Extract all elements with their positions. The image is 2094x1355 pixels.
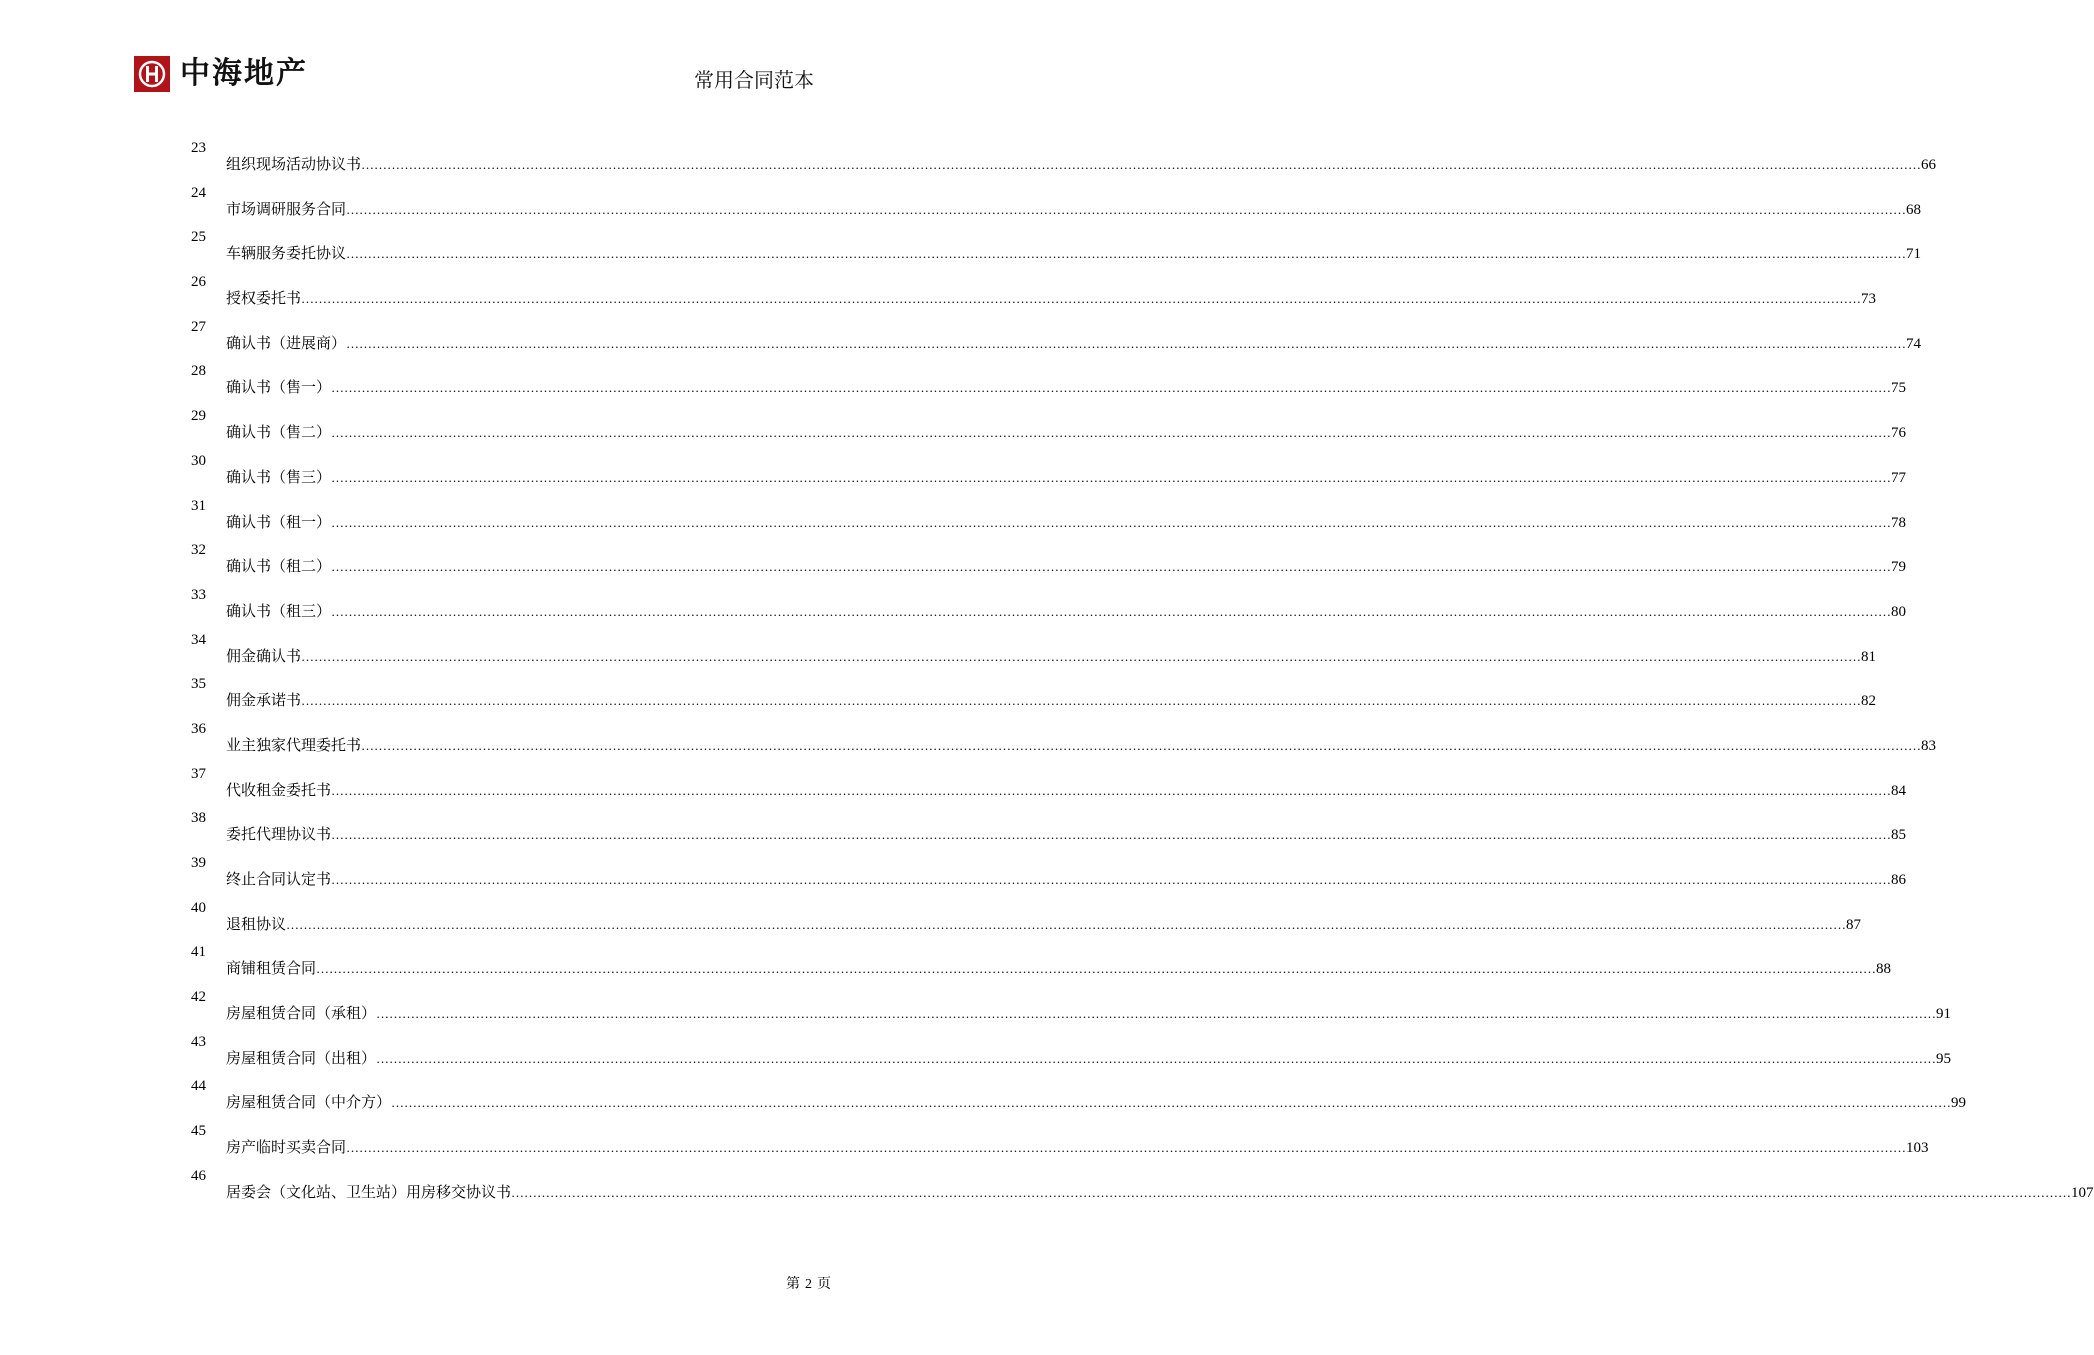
footer-prefix: 第 [786, 1276, 800, 1292]
toc-entry-line [226, 868, 1907, 890]
toc-entry-line [226, 511, 1907, 533]
toc-entry[interactable] [0, 940, 1892, 985]
toc-entry[interactable] [0, 717, 1937, 762]
toc-leader-dots: ……………………………………………………………………………………………………………………………………………………………………………………………………………………………………………………………………………………………………………………………… [376, 1050, 1937, 1066]
toc-entry-line [226, 555, 1907, 577]
toc-entry-number: 30 [191, 452, 206, 469]
toc-leader-dots: ……………………………………………………………………………………………………………………………………………………………………………………………………………………………………………………………………………………………………………………………… [301, 693, 1862, 709]
toc-entry-line [226, 466, 1907, 488]
toc-entry-page: 80 [1891, 603, 1907, 620]
toc-entry-line [226, 287, 1877, 309]
toc-entry-page: 73 [1861, 291, 1877, 308]
toc-entry-title: 车辆服务委托协议 [226, 244, 347, 263]
toc-entry-line [226, 957, 1892, 979]
toc-entry-number: 43 [191, 1033, 206, 1050]
toc-entry[interactable] [0, 628, 1877, 673]
document-title: 常用合同范本 [694, 68, 814, 92]
toc-entry-title: 佣金确认书 [226, 646, 302, 665]
toc-entry-title: 居委会（文化站、卫生站）用房移交协议书 [226, 1182, 512, 1201]
toc-entry-title: 退租协议 [226, 914, 287, 933]
toc-entry-line [226, 1181, 2094, 1203]
toc-leader-dots: ……………………………………………………………………………………………………………………………………………………………………………………………………………………………………………………………………………………………………………………………… [331, 559, 1892, 575]
toc-leader-dots: ……………………………………………………………………………………………………………………………………………………………………………………………………………………………………………………………………………………………………………………………… [331, 872, 1892, 887]
toc-entry-page: 75 [1891, 380, 1907, 397]
toc-entry-number: 23 [191, 140, 206, 156]
toc-entry-page: 78 [1891, 514, 1907, 531]
toc-entry[interactable] [0, 315, 1922, 360]
toc-entry-line [226, 332, 1922, 354]
toc-entry-page: 87 [1846, 916, 1862, 933]
toc-entry-page: 81 [1861, 648, 1877, 665]
toc-entry[interactable] [0, 181, 1922, 226]
toc-entry-page: 88 [1876, 961, 1892, 978]
toc-leader-dots: ……………………………………………………………………………………………………………………………………………………………………………………………………………………………………………………………………………………………………………………………… [361, 737, 1922, 753]
toc-entry-number: 39 [191, 855, 206, 871]
toc-entry-page: 74 [1906, 335, 1922, 352]
toc-entry-page: 76 [1891, 425, 1907, 442]
toc-entry[interactable] [0, 494, 1907, 539]
toc-leader-dots: ……………………………………………………………………………………………………………………………………………………………………………………………………………………………………………………………………………………………………………………………… [331, 469, 1892, 485]
page-header [134, 56, 814, 96]
toc-entry[interactable] [0, 359, 1907, 404]
table-of-contents [0, 136, 2094, 1209]
toc-entry-title: 委托代理协议书 [226, 825, 332, 844]
toc-entry-number: 34 [191, 631, 206, 648]
page-footer [786, 1274, 831, 1295]
toc-entry[interactable] [0, 1119, 1929, 1164]
toc-entry-page: 85 [1891, 827, 1907, 844]
toc-entry-line [226, 645, 1877, 667]
toc-entry-line [226, 242, 1922, 264]
toc-entry-number: 32 [191, 542, 206, 559]
toc-entry-line [226, 779, 1907, 801]
toc-leader-dots: ……………………………………………………………………………………………………………………………………………………………………………………………………………………………………………………………………………………………………………………………… [331, 425, 1892, 441]
toc-entry-number: 31 [191, 497, 206, 514]
footer-page-number: 2 [805, 1277, 812, 1292]
toc-entry[interactable] [0, 404, 1907, 449]
toc-entry-page: 103 [1906, 1140, 1929, 1157]
toc-entry-line [226, 1002, 1952, 1024]
toc-entry-line [226, 1091, 1967, 1113]
toc-entry-number: 36 [191, 720, 206, 737]
toc-entry-page: 83 [1921, 737, 1937, 754]
toc-entry[interactable] [0, 1074, 1967, 1119]
toc-entry-page: 95 [1936, 1050, 1952, 1067]
toc-entry-number: 35 [191, 676, 206, 693]
toc-entry-page: 71 [1906, 246, 1922, 263]
toc-entry[interactable] [0, 449, 1907, 494]
footer-suffix: 页 [817, 1276, 831, 1292]
toc-entry-number: 38 [191, 810, 206, 827]
toc-entry-title: 确认书（租二） [226, 557, 332, 576]
toc-leader-dots: ……………………………………………………………………………………………………………………………………………………………………………………………………………………………………………………………………………………………………………………………… [346, 1140, 1907, 1156]
toc-entry-number: 24 [191, 184, 206, 201]
toc-entry-line [226, 153, 1937, 175]
toc-entry-page: 91 [1936, 1006, 1952, 1023]
toc-entry-number: 26 [191, 274, 206, 291]
toc-entry[interactable] [0, 896, 1862, 941]
toc-entry-page: 68 [1906, 201, 1922, 218]
toc-entry[interactable] [0, 1164, 2094, 1209]
toc-entry-page: 107 [2071, 1184, 2094, 1201]
toc-entry-page: 99 [1951, 1095, 1967, 1112]
toc-entry-number: 45 [191, 1123, 206, 1140]
toc-entry-number: 25 [191, 229, 206, 246]
toc-entry[interactable] [0, 1030, 1952, 1075]
toc-entry-title: 终止合同认定书 [226, 870, 332, 888]
toc-entry-number: 28 [191, 363, 206, 380]
toc-entry-title: 房屋租赁合同（中介方） [226, 1093, 392, 1112]
toc-entry-line [226, 1047, 1952, 1069]
company-logo-text: 中海地产 [180, 56, 308, 91]
toc-entry-title: 房产临时买卖合同 [226, 1138, 347, 1157]
toc-entry-line [226, 198, 1922, 220]
toc-entry-title: 代收租金委托书 [226, 780, 332, 799]
toc-entry-line [226, 913, 1862, 935]
toc-entry-title: 组织现场活动协议书 [226, 155, 362, 173]
toc-entry-line [226, 734, 1937, 756]
toc-entry[interactable] [0, 985, 1952, 1030]
toc-leader-dots: ……………………………………………………………………………………………………………………………………………………………………………………………………………………………………………………………………………………………………………………………… [331, 603, 1892, 619]
toc-entry-line [226, 600, 1907, 622]
toc-leader-dots: ……………………………………………………………………………………………………………………………………………………………………………………………………………………………………………………………………………………………………………………………… [301, 291, 1862, 307]
toc-entry-title: 佣金承诺书 [226, 691, 302, 710]
toc-entry-title: 房屋租赁合同（出租） [226, 1048, 377, 1067]
toc-entry-number: 42 [191, 989, 206, 1006]
toc-entry-number: 41 [191, 944, 206, 961]
toc-leader-dots: ……………………………………………………………………………………………………………………………………………………………………………………………………………………………………………………………………………………………………………………………… [301, 648, 1862, 664]
toc-entry[interactable] [0, 136, 1937, 181]
toc-entry-title: 市场调研服务合同 [226, 199, 347, 218]
toc-entry-line [226, 689, 1877, 711]
toc-entry-number: 44 [191, 1078, 206, 1095]
toc-leader-dots: ……………………………………………………………………………………………………………………………………………………………………………………………………………………………………………………………………………………………………………………………… [511, 1184, 2072, 1200]
toc-leader-dots: ……………………………………………………………………………………………………………………………………………………………………………………………………………………………………………………………………………………………………………………………… [331, 827, 1892, 843]
toc-leader-dots: ……………………………………………………………………………………………………………………………………………………………………………………………………………………………………………………………………………………………………………………………… [331, 514, 1892, 530]
toc-leader-dots: ……………………………………………………………………………………………………………………………………………………………………………………………………………………………………………………………………………………………………………………………… [346, 335, 1907, 351]
toc-entry-title: 确认书（售二） [226, 423, 332, 442]
toc-entry-number: 33 [191, 586, 206, 603]
toc-entry-line [226, 376, 1907, 398]
toc-leader-dots: ……………………………………………………………………………………………………………………………………………………………………………………………………………………………………………………………………………………………………………………………… [331, 782, 1892, 798]
toc-leader-dots: ……………………………………………………………………………………………………………………………………………………………………………………………………………………………………………………………………………………………………………………………… [286, 916, 1847, 932]
toc-entry-line [226, 421, 1907, 443]
toc-entry-line [226, 823, 1907, 845]
toc-entry-title: 业主独家代理委托书 [226, 735, 362, 754]
toc-entry-number: 37 [191, 765, 206, 782]
toc-entry[interactable] [0, 762, 1907, 807]
toc-entry[interactable] [0, 851, 1907, 896]
toc-entry-title: 确认书（租三） [226, 601, 332, 620]
toc-entry-title: 确认书（售一） [226, 378, 332, 397]
toc-leader-dots: ……………………………………………………………………………………………………………………………………………………………………………………………………………………………………………………………………………………………………………………………… [346, 201, 1907, 217]
toc-entry-title: 确认书（租一） [226, 512, 332, 531]
company-logo-icon [134, 56, 170, 92]
toc-entry-title: 确认书（售三） [226, 467, 332, 486]
toc-entry-page: 66 [1921, 157, 1937, 173]
toc-entry-page: 84 [1891, 782, 1907, 799]
toc-leader-dots: ……………………………………………………………………………………………………………………………………………………………………………………………………………………………………………………………………………………………………………………………… [331, 380, 1892, 396]
toc-leader-dots: ……………………………………………………………………………………………………………………………………………………………………………………………………………………………………………………………………………………………………………………………… [391, 1095, 1952, 1111]
toc-entry-page: 86 [1891, 872, 1907, 888]
toc-entry[interactable] [0, 538, 1907, 583]
toc-entry-number: 40 [191, 899, 206, 916]
toc-entry[interactable] [0, 672, 1877, 717]
toc-entry-page: 79 [1891, 559, 1907, 576]
toc-entry-line [226, 1136, 1929, 1158]
toc-entry-number: 46 [191, 1167, 206, 1184]
toc-entry-number: 29 [191, 408, 206, 425]
toc-leader-dots: ……………………………………………………………………………………………………………………………………………………………………………………………………………………………………………………………………………………………………………………………… [361, 157, 1922, 172]
toc-leader-dots: ……………………………………………………………………………………………………………………………………………………………………………………………………………………………………………………………………………………………………………………………… [346, 246, 1907, 262]
toc-entry[interactable] [0, 225, 1922, 270]
toc-entry-title: 商铺租赁合同 [226, 959, 317, 978]
toc-leader-dots: ……………………………………………………………………………………………………………………………………………………………………………………………………………………………………………………………………………………………………………………………… [376, 1006, 1937, 1022]
toc-entry-number: 27 [191, 318, 206, 335]
toc-entry-title: 授权委托书 [226, 289, 302, 308]
toc-leader-dots: ……………………………………………………………………………………………………………………………………………………………………………………………………………………………………………………………………………………………………………………………… [316, 961, 1877, 977]
toc-entry-title: 房屋租赁合同（承租） [226, 1004, 377, 1023]
toc-entry[interactable] [0, 583, 1907, 628]
toc-entry[interactable] [0, 806, 1907, 851]
toc-entry-page: 82 [1861, 693, 1877, 710]
toc-entry-page: 77 [1891, 469, 1907, 486]
toc-entry[interactable] [0, 270, 1877, 315]
toc-entry-title: 确认书（进展商） [226, 333, 347, 352]
